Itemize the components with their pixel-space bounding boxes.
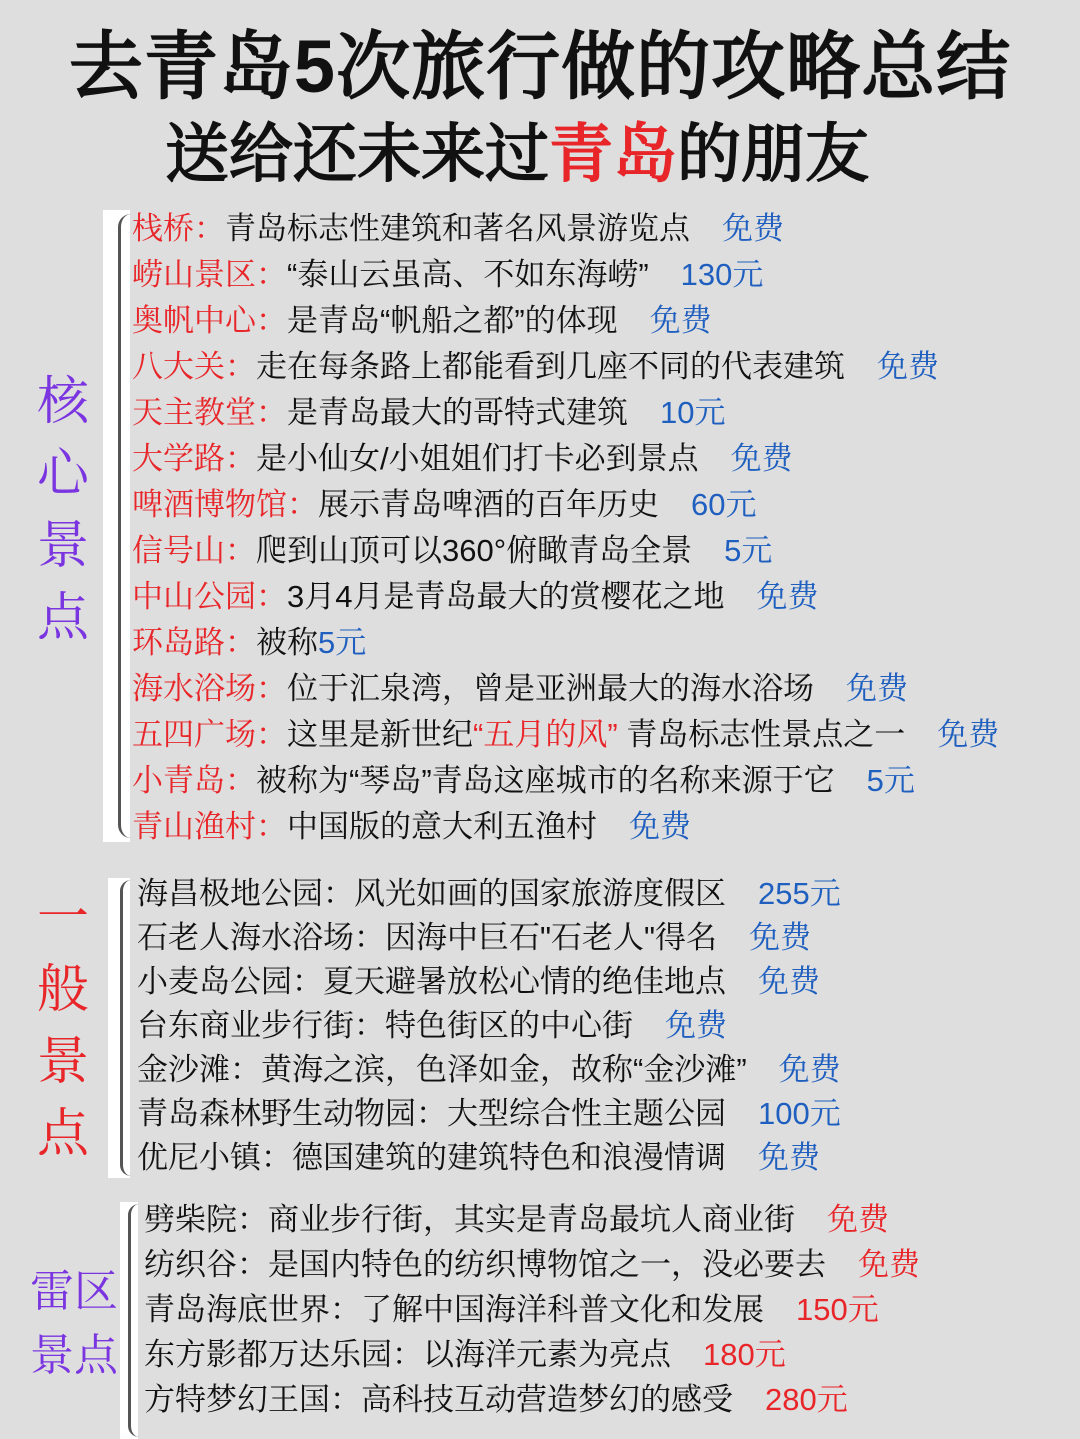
spot-description: 东方影都万达乐园：以海洋元素为亮点 [144,1337,671,1372]
spot-description-tail: 青岛标志性景点之一 [617,717,906,752]
core-spot-row [132,804,999,850]
core-spot-list [132,206,999,850]
spot-description: 被称为“琴岛”青岛这座城市的名称来源于它 [256,763,835,798]
subtitle-highlight: 青岛 [549,118,677,190]
core-spot-row [132,206,999,252]
spot-description: 方特梦幻王国：高科技互动营造梦幻的感受 [144,1382,733,1417]
thunder-spot-row [144,1287,920,1332]
spot-price: 免费 [858,1247,920,1282]
thunder-spot-row [144,1332,920,1377]
thunder-brace [128,1204,139,1437]
spot-name: 海水浴场： [132,671,287,706]
spot-price: 免费 [778,1052,841,1087]
spot-name: 中山公园： [132,579,287,614]
spot-description: “泰山云虽高、不如东海崂” [287,257,649,292]
spot-price: 180元 [703,1337,786,1372]
spot-description: 纺织谷：是国内特色的纺织博物馆之一，没必要去 [144,1247,826,1282]
spot-description: 爬到山顶可以360°俯瞰青岛全景 [256,533,693,568]
general-spot-row [137,916,841,960]
spot-price: 150元 [796,1292,879,1327]
label-line: 景点 [30,1331,118,1380]
spot-description: 3月4月是青岛最大的赏樱花之地 [287,579,725,614]
spot-price: 255元 [758,876,841,911]
spot-name: 五四广场： [132,717,287,752]
spot-description: 展示青岛啤酒的百年历史 [318,487,659,522]
label-char: 景 [36,517,89,575]
core-spot-row [132,758,999,804]
spot-price: 免费 [827,1202,889,1237]
thunder-spot-list [144,1197,920,1422]
spot-price: 免费 [649,303,712,338]
spot-highlight: “五月的风” [473,717,618,752]
subtitle-pre: 送给还未来过 [165,118,549,190]
core-spot-row [132,298,999,344]
spot-name: 啤酒博物馆： [132,487,318,522]
spot-price: 免费 [937,717,1000,752]
general-spot-row [137,960,841,1004]
core-section-label [28,366,98,654]
general-spot-list [137,872,841,1180]
spot-description: 青岛标志性建筑和著名风景游览点 [225,211,690,246]
label-char: 景 [36,1033,89,1091]
spot-name: 大学路： [132,441,256,476]
spot-description: 劈柴院：商业步行街，其实是青岛最坑人商业街 [144,1202,795,1237]
spot-description: 这里是新世纪 [287,717,473,752]
spot-price: 280元 [765,1382,848,1417]
page-title: 去青岛5次旅行做的攻略总结 [68,25,1012,108]
label-char: 点 [36,1105,89,1163]
spot-name: 环岛路： [132,625,256,660]
spot-name: 天主教堂： [132,395,287,430]
subtitle-post: 的朋友 [677,118,869,190]
spot-name: 青山渔村： [132,809,287,844]
core-spot-row [132,482,999,528]
spot-name: 栈桥： [132,211,225,246]
spot-price: 免费 [877,349,939,384]
spot-price: 60元 [691,487,757,522]
core-spot-row [132,574,999,620]
spot-price: 100元 [758,1096,841,1131]
spot-price: 免费 [758,964,820,999]
core-spot-row [132,528,999,574]
spot-price: 免费 [629,809,691,844]
spot-description: 小麦岛公园：夏天避暑放松心情的绝佳地点 [137,964,726,999]
general-spot-row [137,1004,841,1048]
thunder-spot-row [144,1377,920,1422]
spot-price: 130元 [680,257,764,292]
spot-description: 石老人海水浴场：因海中巨石"石老人"得名 [137,920,718,955]
spot-description: 金沙滩：黄海之滨，色泽如金，故称“金沙滩” [137,1052,747,1087]
label-line: 雷区 [30,1267,118,1316]
general-spot-row [137,1136,841,1180]
spot-description: 海昌极地公园：风光如画的国家旅游度假区 [137,876,726,911]
spot-description: 是青岛最大的哥特式建筑 [287,395,628,430]
general-section-label [28,882,98,1170]
spot-name: 八大关： [132,349,256,384]
general-spot-row [137,1092,841,1136]
core-spot-row [132,666,999,712]
spot-description: 位于汇泉湾，曾是亚洲最大的海水浴场 [287,671,814,706]
spot-name: 信号山： [132,533,256,568]
spot-price: 免费 [758,1140,820,1175]
spot-price: 免费 [749,920,812,955]
spot-price: 免费 [846,671,908,706]
spot-price: 5元 [318,625,367,660]
spot-description: 走在每条路上都能看到几座不同的代表建筑 [256,349,845,384]
core-spot-row [132,344,999,390]
spot-description: 被称 [256,625,318,660]
core-spot-row [132,436,999,482]
spot-price: 免费 [730,441,793,476]
core-spot-row [132,620,999,666]
spot-name: 奥帆中心： [132,303,287,338]
spot-description: 青岛森林野生动物园：大型综合性主题公园 [137,1096,726,1131]
label-char: 心 [36,445,89,503]
core-spot-row [132,712,999,758]
page-subtitle [165,112,869,196]
spot-price: 5元 [866,763,915,798]
spot-description: 青岛海底世界：了解中国海洋科普文化和发展 [144,1292,764,1327]
core-spot-row [132,252,999,298]
label-char: 点 [36,589,89,647]
core-brace [118,214,131,838]
spot-name: 崂山景区： [132,257,287,292]
spot-price: 免费 [722,211,784,246]
label-char: 一 [36,889,89,947]
general-spot-row [137,1048,841,1092]
label-char: 般 [36,961,89,1019]
spot-description: 台东商业步行街：特色街区的中心街 [137,1008,633,1043]
spot-description: 是青岛“帆船之都”的体现 [287,303,618,338]
spot-price: 10元 [660,395,726,430]
thunder-spot-row [144,1242,920,1287]
spot-price: 5元 [724,533,773,568]
spot-description: 是小仙女/小姐姐们打卡必到景点 [256,441,699,476]
general-spot-row [137,872,841,916]
thunder-spot-row [144,1197,920,1242]
spot-price: 免费 [665,1008,727,1043]
spot-name: 小青岛： [132,763,256,798]
label-char: 核 [36,373,89,431]
core-spot-row [132,390,999,436]
spot-description: 优尼小镇：德国建筑的建筑特色和浪漫情调 [137,1140,726,1175]
thunder-section-label [30,1260,118,1388]
spot-price: 免费 [756,579,819,614]
general-brace [120,880,131,1176]
spot-description: 中国版的意大利五渔村 [287,809,597,844]
